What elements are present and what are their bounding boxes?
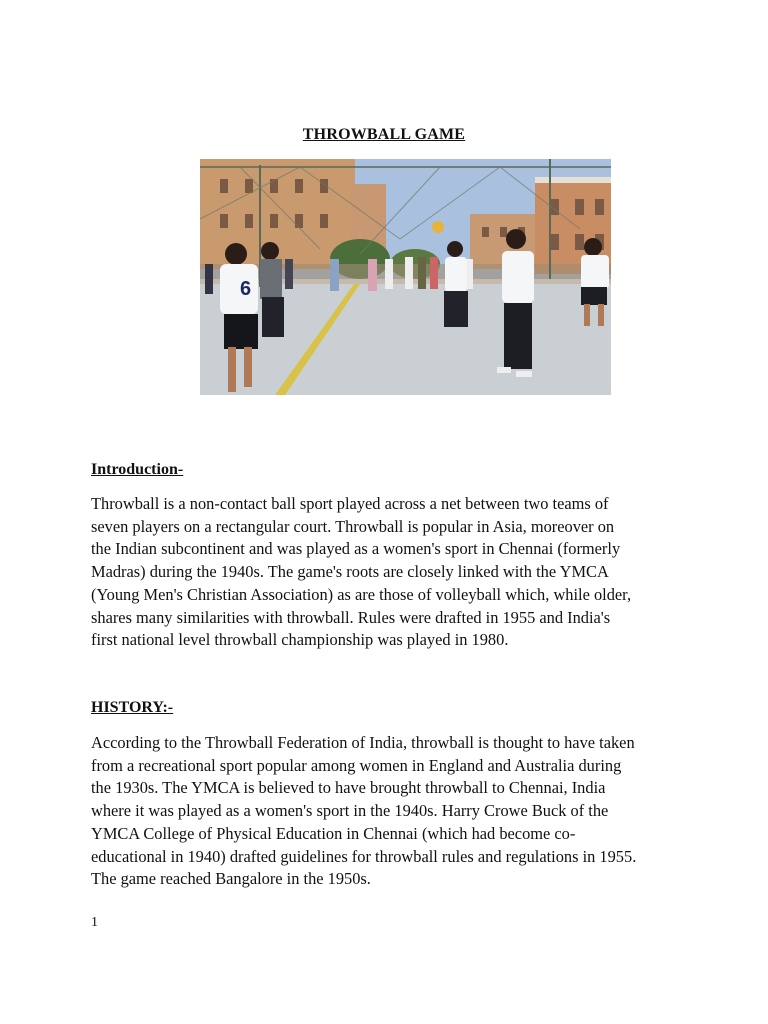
page-number: 1 (91, 915, 98, 930)
paragraph-line: from a recreational sport popular among women in England and Australia during (91, 755, 622, 775)
building-right-ledge (535, 177, 611, 183)
paragraph-line: Throwball is a non-contact ball sport played across a net between two teams of (91, 494, 609, 513)
paragraph-line: first national level throwball championship was played in 1980. (91, 630, 509, 650)
paragraph-line: YMCA College of Physical Education in Chennai (which had become co- (91, 823, 576, 843)
paragraph-line: (Young Men's Christian Association) as are those of volleyball which, while older, (91, 584, 632, 604)
history-paragraph (91, 732, 691, 891)
paragraph-line: shares many similarities with throwball. Rules were drafted in 1955 and India's (91, 607, 611, 627)
document-title: THROWBALL GAME (302, 126, 466, 143)
paragraph-line: The game reached Bangalore in the 1950s. (91, 869, 371, 889)
court-floor (200, 284, 611, 395)
paragraph-line: According to the Throwball Federation of India, throwball is thought to have taken (91, 733, 635, 752)
introduction-paragraph (91, 493, 691, 652)
photo-illustration (200, 159, 611, 395)
ball (432, 221, 444, 233)
paragraph-line: educational in 1940) drafted guidelines for throwball rules and regulations in 1955. (91, 846, 637, 866)
throwball-match-photo (200, 159, 611, 395)
paragraph-line: the Indian subcontinent and was played as a women's sport in Chennai (formerly (91, 539, 621, 559)
history-heading: HISTORY:- (91, 699, 174, 716)
paragraph-line: the 1930s. The YMCA is believed to have brought throwball to Chennai, India (91, 778, 606, 798)
paragraph-line: where it was played as a women's sport in the 1940s. Harry Crowe Buck of the (91, 801, 609, 821)
jersey-number: 6 (240, 278, 252, 300)
paragraph-line: Madras) during the 1940s. The game's roots are closely linked with the YMCA (91, 562, 609, 582)
introduction-heading: Introduction- (91, 461, 184, 478)
paragraph-line: seven players on a rectangular court. Throwball is popular in Asia, moreover on (91, 516, 615, 536)
